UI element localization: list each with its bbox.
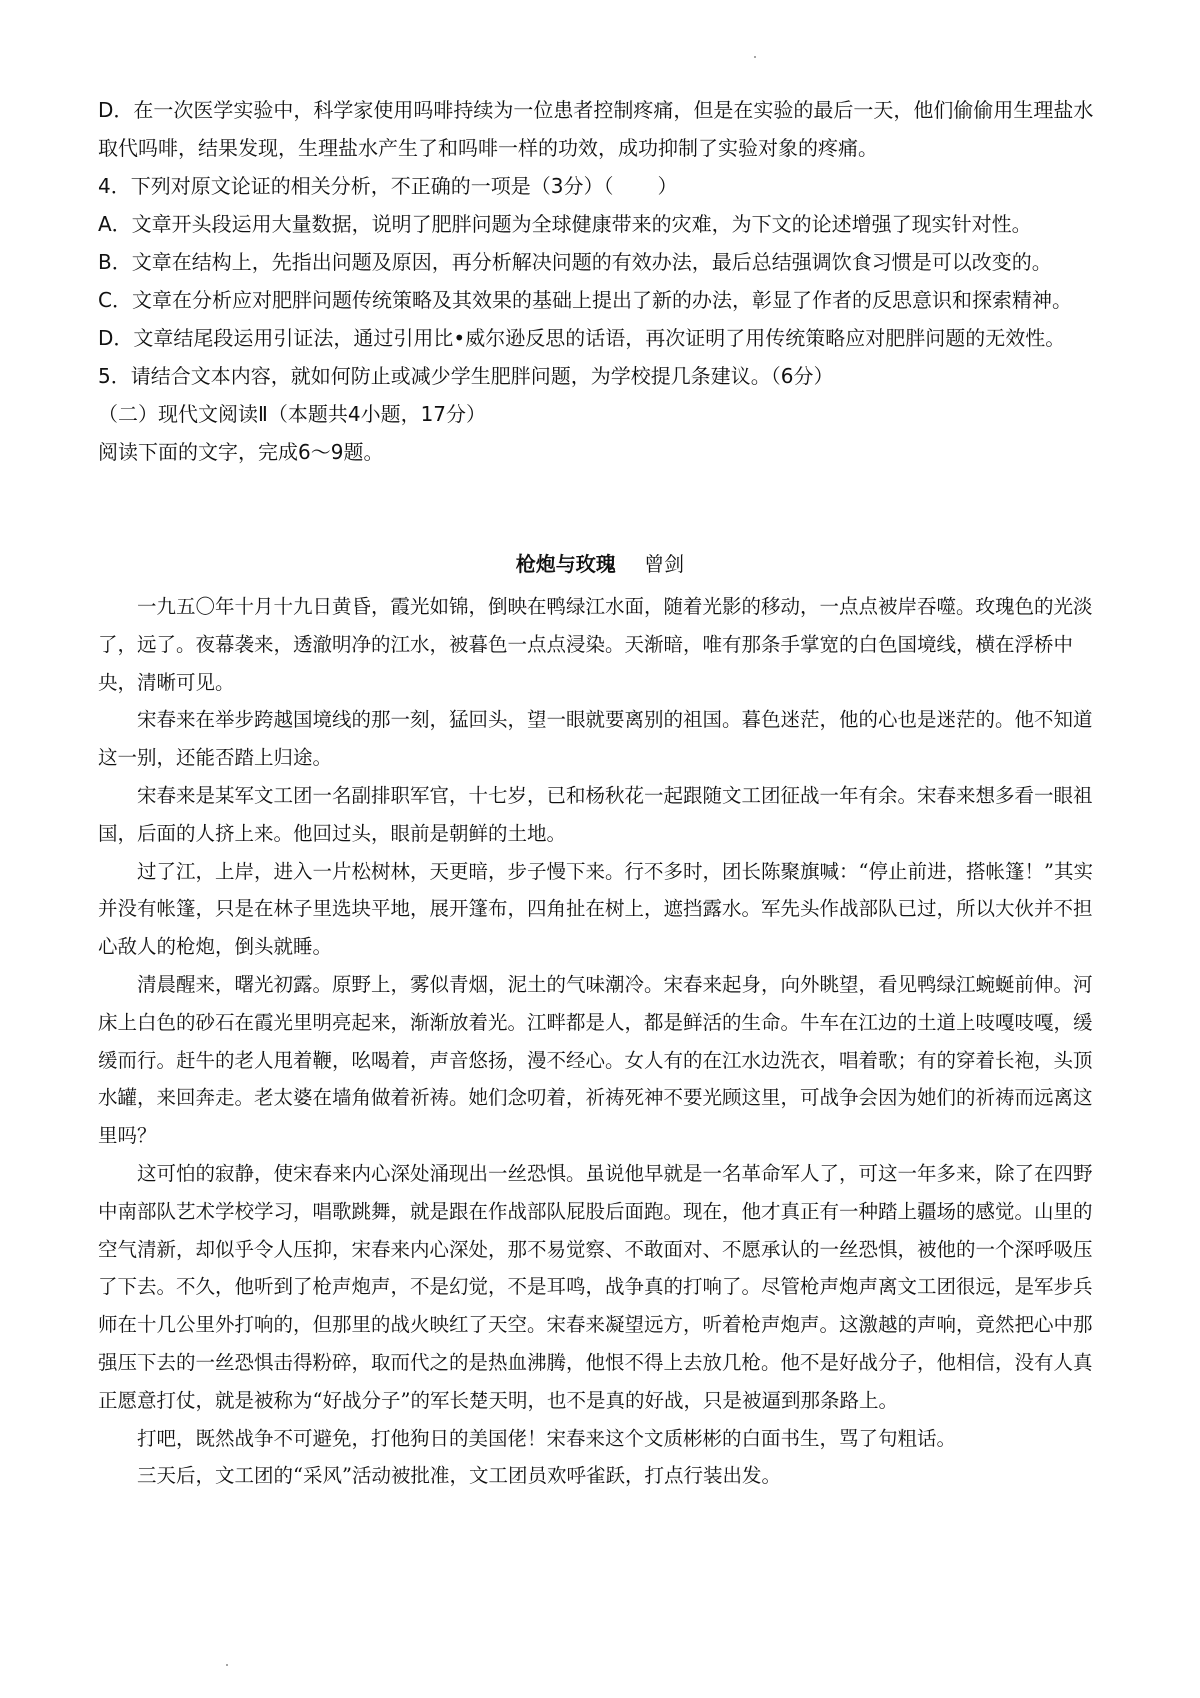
article-paragraph: 一九五〇年十月十九日黄昏，霞光如锦，倒映在鸭绿江水面，随着光影的移动，一点点被岸吞噬。玫瑰色的光淡了，远了。夜幕袭来，透澈明净的江水，被暮色一点点浸染。天渐暗，唯有那条手掌宽的白色国境线，横在浮桥中央，清晰可见。	[98, 595, 1093, 694]
question-block	[98, 91, 1103, 471]
q4-stem-text: 4．下列对原文论证的相关分析，不正确的一项是（3分）（	[98, 174, 614, 198]
q4-stem	[98, 167, 1103, 205]
article-author: 曾剑	[644, 552, 685, 576]
q4-option-b: B．文章在结构上，先指出问题及原因，再分析解决问题的有效办法，最后总结强调饮食习惯是可以改变的。	[98, 250, 1052, 274]
scan-speck-bottom	[226, 1664, 228, 1666]
article-body	[98, 588, 1103, 1495]
scan-speck-top	[754, 56, 756, 58]
article-paragraph: 三天后，文工团的“采风”活动被批准，文工团员欢呼雀跃，打点行装出发。	[137, 1464, 781, 1488]
article-paragraph: 清晨醒来，曙光初露。原野上，雾似青烟，泥土的气味潮冷。宋春来起身，向外眺望，看见鸭绿江蜿蜒前伸。河床上白色的砂石在霞光里明亮起来，渐渐放着光。江畔都是人，都是鲜活的生命。牛车在江边的土道上吱嘎吱嘎，缓缓而行。赶牛的老人甩着鞭，吆喝着，声音悠扬，漫不经心。女人有的在江水边洗衣，唱着歌；有的穿着长袍，头顶水罐，来回奔走。老太婆在墙角做着祈祷。她们念叨着，祈祷死神不要光顾这里，可战争会因为她们的祈祷而远离这里吗？	[98, 972, 1093, 1148]
article-title: 枪炮与玫瑰	[515, 552, 616, 576]
article-paragraph: 宋春来在举步跨越国境线的那一刻，猛回头，望一眼就要离别的祖国。暮色迷茫，他的心也是迷茫的。他不知道这一别，还能否踏上归途。	[98, 708, 1093, 770]
section-heading: （二）现代文阅读Ⅱ（本题共4小题，17分）	[98, 402, 487, 426]
article-heading	[0, 549, 1200, 579]
article-paragraph: 打吧，既然战争不可避免，打他狗日的美国佬！宋春来这个文质彬彬的白面书生，骂了句粗话。	[137, 1426, 957, 1450]
article-paragraph: 过了江，上岸，进入一片松树林，天更暗，步子慢下来。行不多时，团长陈聚旗喊：“停止前进，搭帐篷！”其实并没有帐篷，只是在林子里选块平地，展开篷布，四角扯在树上，遮挡露水。军先头作战部队已过，所以大伙并不担心敌人的枪炮，倒头就睡。	[98, 859, 1093, 959]
q4-stem-close: ）	[657, 174, 678, 198]
q4-option-a: A．文章开头段运用大量数据，说明了肥胖问题为全球健康带来的灾难，为下文的论述增强了现实针对性。	[98, 212, 1032, 236]
section-instruction: 阅读下面的文字，完成6～9题。	[98, 440, 384, 464]
q4-option-d: D．文章结尾段运用引证法，通过引用比•威尔逊反思的话语，再次证明了用传统策略应对肥胖问题的无效性。	[98, 326, 1066, 350]
article-paragraph: 这可怕的寂静，使宋春来内心深处涌现出一丝恐惧。虽说他早就是一名革命军人了，可这一年多来，除了在四野中南部队艺术学校学习，唱歌跳舞，就是跟在作战部队屁股后面跑。现在，他才真正有一种踏上疆场的感觉。山里的空气清新，却似乎令人压抑，宋春来内心深处，那不易觉察、不敢面对、不愿承认的一丝恐惧，被他的一个深呼吸压了下去。不久，他听到了枪声炮声，不是幻觉，不是耳鸣，战争真的打响了。尽管枪声炮声离文工团很远，是军步兵师在十几公里外打响的，但那里的战火映红了天空。宋春来凝望远方，听着枪声炮声。这激越的声响，竟然把心中那强压下去的一丝恐惧击得粉碎，取而代之的是热血沸腾，他恨不得上去放几枪。他不是好战分子，他相信，没有人真正愿意打仗，就是被称为“好战分子”的军长楚天明，也不是真的好战，只是被逼到那条路上。	[98, 1161, 1093, 1412]
q5-stem: 5．请结合文本内容，就如何防止或减少学生肥胖问题，为学校提几条建议。（6分）	[98, 364, 834, 388]
q4-option-c: C．文章在分析应对肥胖问题传统策略及其效果的基础上提出了新的办法，彰显了作者的反思意识和探索精神。	[98, 288, 1072, 312]
q3-option-d: D．在一次医学实验中，科学家使用吗啡持续为一位患者控制疼痛，但是在实验的最后一天，他们偷偷用生理盐水取代吗啡，结果发现，生理盐水产生了和吗啡一样的功效，成功抑制了实验对象的疼痛。	[98, 98, 1094, 160]
article-paragraph: 宋春来是某军文工团一名副排职军官，十七岁，已和杨秋花一起跟随文工团征战一年有余。宋春来想多看一眼祖国，后面的人挤上来。他回过头，眼前是朝鲜的土地。	[98, 783, 1093, 845]
